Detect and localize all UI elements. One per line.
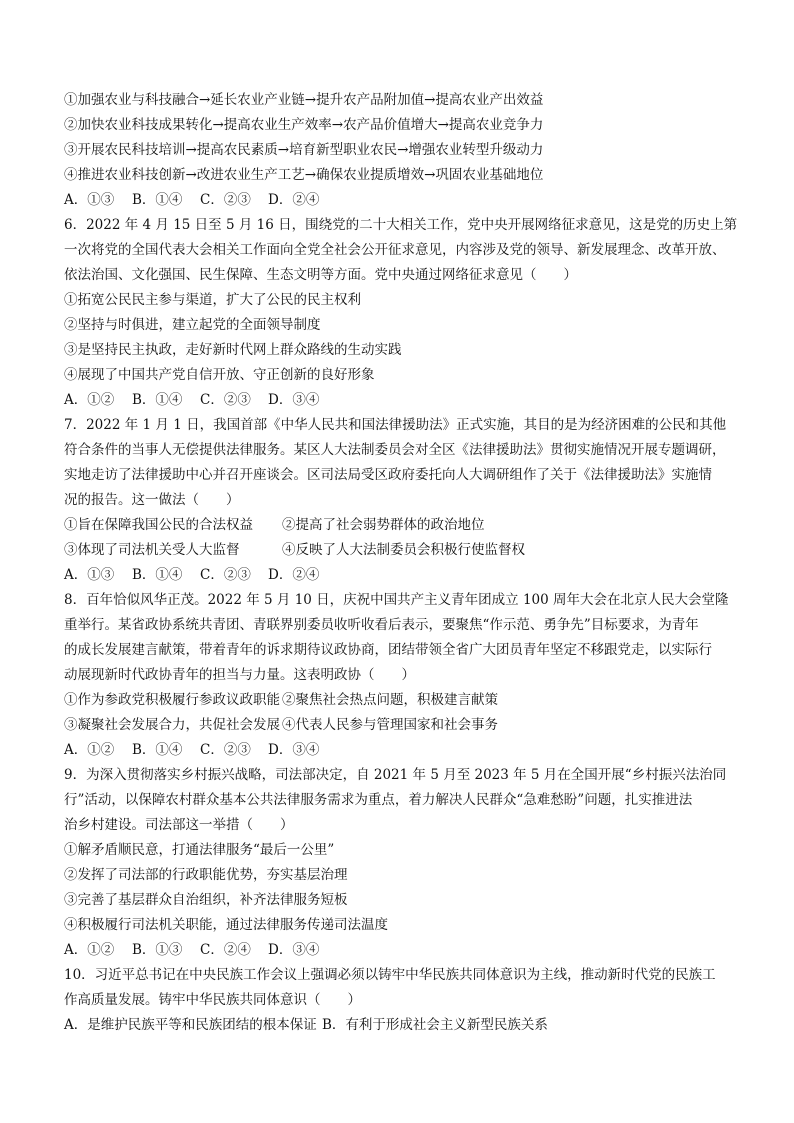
q7-statement-4: ④反映了人大法制委员会积极行使监督权 xyxy=(282,542,525,558)
q6-statement-4: ④展现了中国共产党自信开放、守正创新的良好形象 xyxy=(64,367,375,383)
q8-statement-2: ②聚焦社会热点问题，积极建言献策 xyxy=(282,692,498,708)
q10-option-b[interactable]: B．有利于形成社会主义新型民族关系 xyxy=(322,1017,548,1033)
q7-statement-row-1 xyxy=(64,513,744,538)
q10-options xyxy=(64,1013,744,1038)
q7-stem-line-3: 实地走访了法律援助中心并召开座谈会。区司法局受区政府委托向人大调研组作了关于《法律援助法》实施情 xyxy=(64,467,712,483)
q7-option-d[interactable]: D．②④ xyxy=(268,567,320,583)
q8-statement-1: ①作为参政党积极履行参政议政职能 xyxy=(64,692,280,708)
q7-stem xyxy=(64,413,744,513)
q5-options xyxy=(64,188,744,213)
q6-option-d[interactable]: D．③④ xyxy=(268,392,320,408)
q7-statement-2: ②提高了社会弱势群体的政治地位 xyxy=(282,517,485,533)
q5-option-c[interactable]: C．②③ xyxy=(200,192,251,208)
q6-option-c[interactable]: C．②③ xyxy=(200,392,251,408)
q7-stem-line-2: 符合条件的当事人无偿提供法律服务。某区人大法制委员会对全区《法律援助法》贯彻实施情况开展专题调研， xyxy=(64,442,726,458)
q10-stem-line-2: 作高质量发展。铸牢中华民族共同体意识（ ） xyxy=(64,992,361,1008)
q5-statement-1: ①加强农业与科技融合→延长农业产业链→提升农产品附加值→提高农业产出效益 xyxy=(64,92,544,108)
q9-stem-line-2: 行”活动，以保障农村群众基本公共法律服务需求为重点，着力解决人民群众“急难愁盼”问题，扎实推进法 xyxy=(64,792,693,808)
q7-option-c[interactable]: C．②③ xyxy=(200,567,251,583)
q8-option-c[interactable]: C．②③ xyxy=(200,742,251,758)
q5-statement-2: ②加快农业科技成果转化→提高农业生产效率→农产品价值增大→提高农业竞争力 xyxy=(64,117,544,133)
q9-option-a[interactable]: A．①② xyxy=(64,942,115,958)
q8-statement-3: ③凝聚社会发展合力，共促社会发展 xyxy=(64,717,280,733)
q10-option-a[interactable]: A．是维护民族平等和民族团结的根本保证 xyxy=(64,1017,317,1033)
q9-statement-3: ③完善了基层群众自治组织，补齐法律服务短板 xyxy=(64,892,348,908)
q9-stem-line-1: 9．为深入贯彻落实乡村振兴战略，司法部决定，自 2021 年 5 月至 2023 年 5 月在全国开展“乡村振兴法治同 xyxy=(64,767,727,783)
q9-stem xyxy=(64,763,744,838)
q9-statement-1: ①解矛盾顺民意，打通法律服务“最后一公里” xyxy=(64,842,335,858)
q9-statement-2: ②发挥了司法部的行政职能优势，夯实基层治理 xyxy=(64,867,348,883)
q8-stem-line-4: 动展现新时代政协青年的担当与力量。这表明政协（ ） xyxy=(64,667,415,683)
q7-statement-row-2 xyxy=(64,538,744,563)
q9-option-d[interactable]: D．③④ xyxy=(268,942,320,958)
q7-stem-line-4: 况的报告。这一做法（ ） xyxy=(64,492,240,508)
q8-stem xyxy=(64,588,744,688)
q6-statement-1: ①拓宽公民民主参与渠道，扩大了公民的民主权利 xyxy=(64,292,361,308)
q6-stem xyxy=(64,213,744,288)
q5-statement-3: ③开展农民科技培训→提高农民素质→培育新型职业农民→增强农业转型升级动力 xyxy=(64,142,544,158)
q5-statement-4: ④推进农业科技创新→改进农业生产工艺→确保农业提质增效→巩固农业基础地位 xyxy=(64,167,544,183)
q5-statements xyxy=(64,88,744,188)
q6-statement-3: ③是坚持民主执政，走好新时代网上群众路线的生动实践 xyxy=(64,342,402,358)
q8-stem-line-2: 重举行。某省政协系统共青团、青联界别委员收听收看后表示，要聚焦“作示范、勇争先”目标要求，为青年 xyxy=(64,617,699,633)
q6-option-a[interactable]: A．①② xyxy=(64,392,115,408)
q8-statement-row-2 xyxy=(64,713,744,738)
q7-stem-line-1: 7．2022 年 1 月 1 日，我国首部《中华人民共和国法律援助法》正式实施，其目的是为经济困难的公民和其他 xyxy=(64,417,727,433)
q7-option-a[interactable]: A．①③ xyxy=(64,567,115,583)
q10-stem xyxy=(64,963,744,1013)
q9-statement-4: ④积极履行司法机关职能，通过法律服务传递司法温度 xyxy=(64,917,388,933)
q5-option-a[interactable]: A．①③ xyxy=(64,192,115,208)
q8-option-a[interactable]: A．①② xyxy=(64,742,115,758)
q8-option-b[interactable]: B．①④ xyxy=(132,742,183,758)
q6-options xyxy=(64,388,744,413)
q6-statement-2: ②坚持与时俱进，建立起党的全面领导制度 xyxy=(64,317,321,333)
q5-option-d[interactable]: D．②④ xyxy=(268,192,320,208)
q7-statement-3: ③体现了司法机关受人大监督 xyxy=(64,542,240,558)
q8-statement-row-1 xyxy=(64,688,744,713)
q6-stem-line-1: 6．2022 年 4 月 15 日至 5 月 16 日，围绕党的二十大相关工作，党中央开展网络征求意见，这是党的历史上第 xyxy=(64,217,738,233)
q7-options xyxy=(64,563,744,588)
q8-options xyxy=(64,738,744,763)
q9-options xyxy=(64,938,744,963)
q9-option-c[interactable]: C．②④ xyxy=(200,942,251,958)
q7-option-b[interactable]: B．①④ xyxy=(132,567,183,583)
q8-option-d[interactable]: D．③④ xyxy=(268,742,320,758)
q8-stem-line-3: 的成长发展建言献策，带着青年的诉求期待议政协商，团结带领全省广大团员青年坚定不移跟党走，以实际行 xyxy=(64,642,712,658)
q7-statement-1: ①旨在保障我国公民的合法权益 xyxy=(64,517,253,533)
q9-stem-line-3: 治乡村建设。司法部这一举措（ ） xyxy=(64,817,294,833)
exam-page xyxy=(64,88,744,1038)
q5-option-b[interactable]: B．①④ xyxy=(132,192,183,208)
q8-stem-line-1: 8．百年恰似风华正茂。2022 年 5 月 10 日，庆祝中国共产主义青年团成立 100 周年大会在北京人民大会堂隆 xyxy=(64,592,729,608)
q6-stem-line-2: 一次将党的全国代表大会相关工作面向全党全社会公开征求意见，内容涉及党的领导、新发展理念、改革开放、 xyxy=(64,242,726,258)
q6-stem-line-3: 依法治国、文化强国、民生保障、生态文明等方面。党中央通过网络征求意见（ ） xyxy=(64,267,577,283)
q10-stem-line-1: 10．习近平总书记在中央民族工作会议上强调必须以铸牢中华民族共同体意识为主线，推动新时代党的民族工 xyxy=(64,967,716,983)
q8-statement-4: ④代表人民参与管理国家和社会事务 xyxy=(282,717,498,733)
q9-option-b[interactable]: B．①③ xyxy=(132,942,183,958)
q6-option-b[interactable]: B．①④ xyxy=(132,392,183,408)
